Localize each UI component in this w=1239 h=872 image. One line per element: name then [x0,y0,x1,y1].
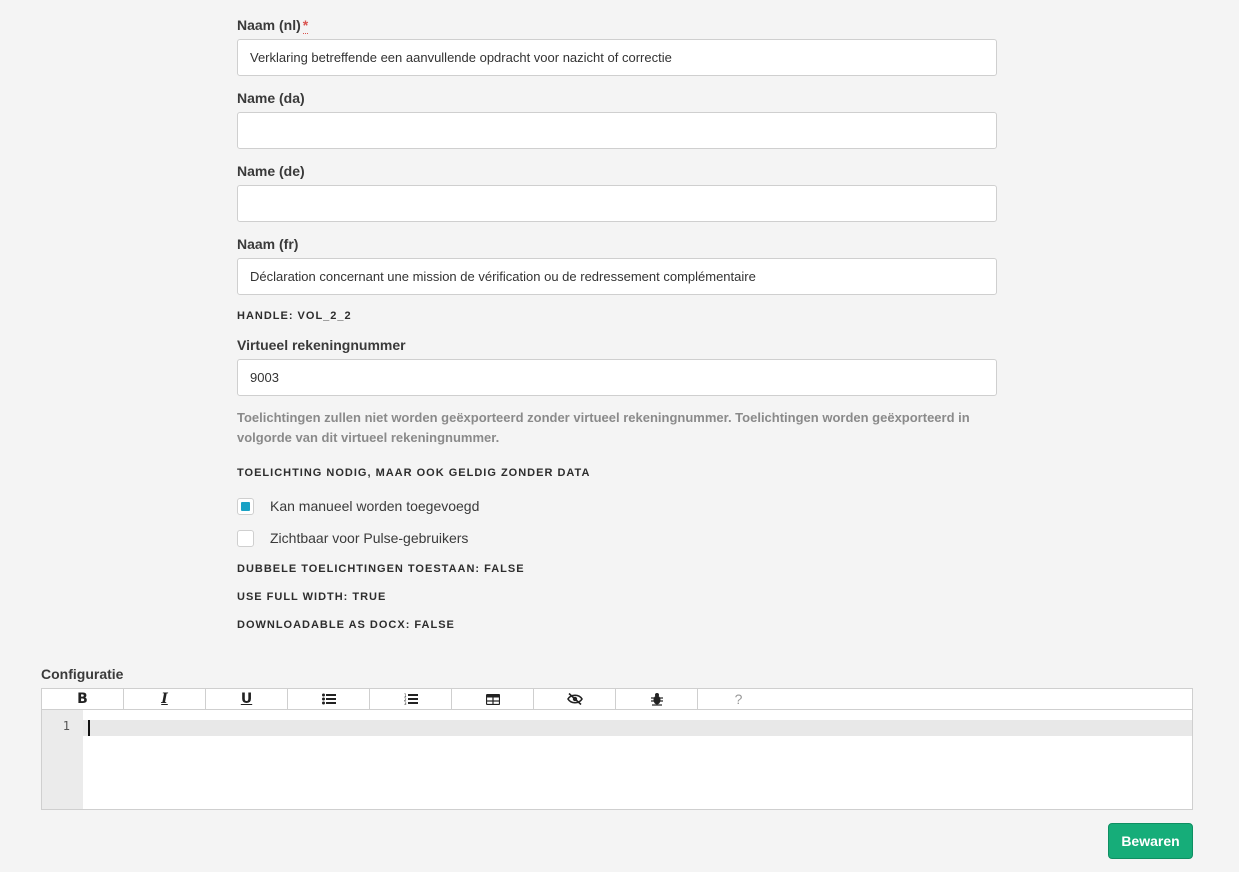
line-number: 1 [62,719,70,733]
pulse-checkbox[interactable] [237,530,254,547]
help-button[interactable] [698,689,779,709]
italic-button[interactable] [124,689,206,709]
bold-button[interactable] [42,689,124,709]
handle-text: HANDLE: VOL_2_2 [237,310,352,322]
table-icon [486,694,500,705]
name-da-label: Name (da) [237,90,305,106]
configuratie-section [41,664,1193,810]
svg-text:2: 2 [403,697,407,702]
naam-fr-label: Naam (fr) [237,236,299,252]
virtueel-label: Virtueel rekeningnummer [237,337,406,353]
bullet-list-icon [322,693,336,705]
dubbele-flag: DUBBELE TOELICHTINGEN TOESTAAN: FALSE [237,563,525,575]
required-marker: * [302,17,309,33]
hide-eye-icon [567,693,583,705]
underline-icon: U [240,691,253,707]
full-width-flag: USE FULL WIDTH: TRUE [237,591,387,603]
editor-toolbar [41,688,1193,710]
text-cursor [88,720,90,736]
name-de-label: Name (de) [237,163,305,179]
naam-nl-input[interactable] [237,39,997,76]
debug-button[interactable] [616,689,698,709]
numbered-list-button[interactable] [370,689,452,709]
numbered-list-icon [404,693,418,705]
name-de-input[interactable] [237,185,997,222]
svg-text:3: 3 [403,701,407,705]
italic-icon: I [161,691,168,707]
name-da-input[interactable] [237,112,997,149]
bug-icon [650,692,664,706]
code-editor[interactable] [41,710,1193,810]
name-da-group [237,88,997,149]
bold-icon: B [77,691,88,707]
active-line-highlight [83,720,1192,736]
naam-nl-label: Naam (nl) [237,17,301,33]
table-button[interactable] [452,689,534,709]
hide-button[interactable] [534,689,616,709]
manueel-checkbox-label: Kan manueel worden toegevoegd [270,498,480,514]
naam-fr-group [237,234,997,295]
virtueel-help-text: Toelichtingen zullen niet worden geëxporteerd zonder virtueel rekeningnummer. Toelichtingen worden geëxporteerd in volgorde van dit virtueel rekeningnummer. [237,410,970,445]
virtueel-group [237,335,997,396]
underline-button[interactable] [206,689,288,709]
naam-nl-group [237,15,997,76]
naam-fr-input[interactable] [237,258,997,295]
toelichting-flag: TOELICHTING NODIG, MAAR OOK GELDIG ZONDER DATA [237,467,591,479]
bullet-list-button[interactable] [288,689,370,709]
virtueel-input[interactable] [237,359,997,396]
svg-text:1: 1 [403,693,407,698]
docx-flag: DOWNLOADABLE AS DOCX: FALSE [237,619,455,631]
configuratie-label: Configuratie [41,666,124,682]
checkbox-row-manueel[interactable] [237,496,479,516]
name-de-group [237,161,997,222]
save-button[interactable]: Bewaren [1108,823,1193,859]
manueel-checkbox[interactable] [237,498,254,515]
help-icon: ? [734,691,743,707]
pulse-checkbox-label: Zichtbaar voor Pulse-gebruikers [270,530,469,546]
checkbox-row-pulse[interactable] [237,528,468,548]
